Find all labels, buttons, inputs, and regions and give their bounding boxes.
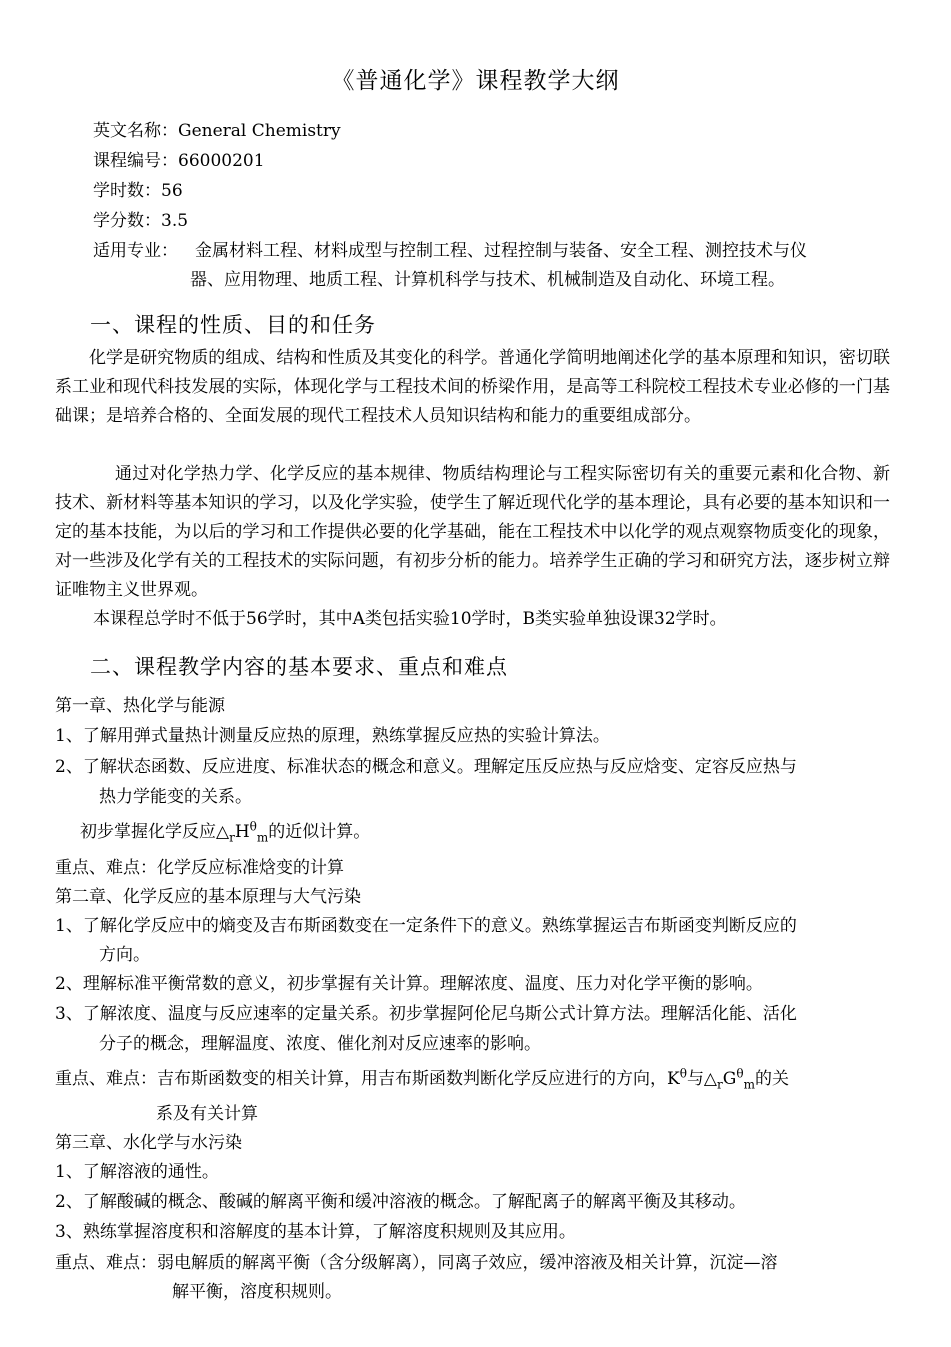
chapter-2-item-2 [55,969,895,994]
item-text: 理解标准平衡常数的意义，初步掌握有关计算。理解浓度、温度、压力对化学平衡的影响。 [82,974,763,994]
subscript: r [717,1077,723,1092]
chapter-1-item-1 [55,721,895,746]
chapter-3-key-points-cont: 解平衡，溶度积规则。 [172,1282,342,1302]
chapter-3-item-1: 1、了解溶液的通性。 [55,1162,219,1182]
course-hours: 学时数：56 [93,181,183,201]
key-text: 与△ [686,1069,718,1089]
english-name: 英文名称：General Chemistry [93,121,341,141]
chapter-1-key-points: 重点、难点：化学反应标准焓变的计算 [55,858,344,878]
chapter-2-item-3-cont: 分子的概念，理解温度、浓度、催化剂对反应速率的影响。 [99,1034,541,1054]
page-title: 《普通化学》课程教学大纲 [331,68,620,94]
course-code: 课程编号：66000201 [93,151,265,171]
subscript: m [256,830,269,845]
chapter-2-item-3 [55,999,895,1024]
majors-line-1: 金属材料工程、材料成型与控制工程、过程控制与装备、安全工程、测控技术与仪 [195,241,807,261]
superscript: θ [249,819,257,834]
item-text: 了解化学反应中的熵变及吉布斯函数变在一定条件下的意义。熟练掌握运吉布斯函变判断反应的 [82,916,797,936]
chapter-3-key-points: 重点、难点：弱电解质的解离平衡（含分级解离），同离子效应，缓冲溶液及相关计算，沉淀—溶 [55,1253,778,1273]
section-1-paragraph-3: 本课程总学时不低于56学时，其中A类包括实验10学时，B类实验单独设课32学时。 [93,609,727,629]
item-number: 2、 [55,974,83,994]
chapter-1-item-2-cont: 热力学能变的关系。 [99,787,252,807]
chapter-1-item-3 [80,817,920,845]
item-number: 1、 [55,916,83,936]
chapter-2-key-points [55,1064,895,1092]
majors-line-2: 器、应用物理、地质工程、计算机科学与技术、机械制造及自动化、环境工程。 [190,270,785,290]
section-1-paragraph-2: 通过对化学热力学、化学反应的基本规律、物质结构理论与工程实际密切有关的重要元素和化合物、新技术、新材料等基本知识的学习，以及化学实验，使学生了解近现代化学的基本理论，具有必要的基本知识和一定的基本技能，为以后的学习和工作提供必要的化学基础，能在工程技术中以化学的观点观察物质变化的现象，对一些涉及化学有关的工程技术的实际问题，有初步分析的能力。培养学生正确的学习和研究方法，逐步树立辩证唯物主义世界观。 [55,464,890,600]
chapter-2-key-points-cont: 系及有关计算 [156,1104,258,1124]
key-text: 重点、难点：吉布斯函数变的相关计算，用吉布斯函数判断化学反应进行的方向，K [55,1069,680,1089]
chapter-1-item-2 [55,752,895,777]
item-number: 1、 [55,726,83,746]
section-1-heading: 一、课程的性质、目的和任务 [90,313,376,337]
course-credits: 学分数：3.5 [93,211,189,231]
item-number: 3、 [55,1004,83,1024]
chapter-2-item-1 [55,911,895,936]
chapter-1-title: 第一章、热化学与能源 [55,696,225,716]
chapter-3-title: 第三章、水化学与水污染 [55,1133,242,1153]
symbol: H [234,822,250,842]
item-text: 初步掌握化学反应△ [80,822,230,842]
item-text: 了解状态函数、反应进度、标准状态的概念和意义。理解定压反应热与反应焓变、定容反应热与 [82,757,797,777]
item-text: 了解用弹式量热计测量反应热的原理，熟练掌握反应热的实验计算法。 [82,726,610,746]
item-text: 了解浓度、温度与反应速率的定量关系。初步掌握阿伦尼乌斯公式计算方法。理解活化能、活化 [82,1004,797,1024]
section-2-heading: 二、课程教学内容的基本要求、重点和难点 [90,655,508,679]
chapter-3-item-3: 3、熟练掌握溶度积和溶解度的基本计算，了解溶度积规则及其应用。 [55,1222,576,1242]
symbol: G [722,1069,737,1089]
key-text: 的关 [754,1069,789,1089]
superscript: θ [679,1066,687,1081]
chapter-2-title: 第二章、化学反应的基本原理与大气污染 [55,887,361,907]
subscript: r [229,830,235,845]
majors-label: 适用专业： [93,241,178,261]
superscript: θ [736,1066,744,1081]
section-1-paragraph-1: 化学是研究物质的组成、结构和性质及其变化的科学。普通化学简明地阐述化学的基本原理和知识，密切联系工业和现代科技发展的实际，体现化学与工程技术间的桥梁作用，是高等工科院校工程技术专业必修的一门基础课；是培养合格的、全面发展的现代工程技术人员知识结构和能力的重要组成部分。 [55,348,890,426]
chapter-3-item-2: 2、了解酸碱的概念、酸碱的解离平衡和缓冲溶液的概念。了解配离子的解离平衡及其移动。 [55,1192,746,1212]
chapter-2-item-1-cont: 方向。 [99,945,150,965]
item-text: 的近似计算。 [268,822,371,842]
subscript: m [743,1077,755,1092]
item-number: 2、 [55,757,83,777]
